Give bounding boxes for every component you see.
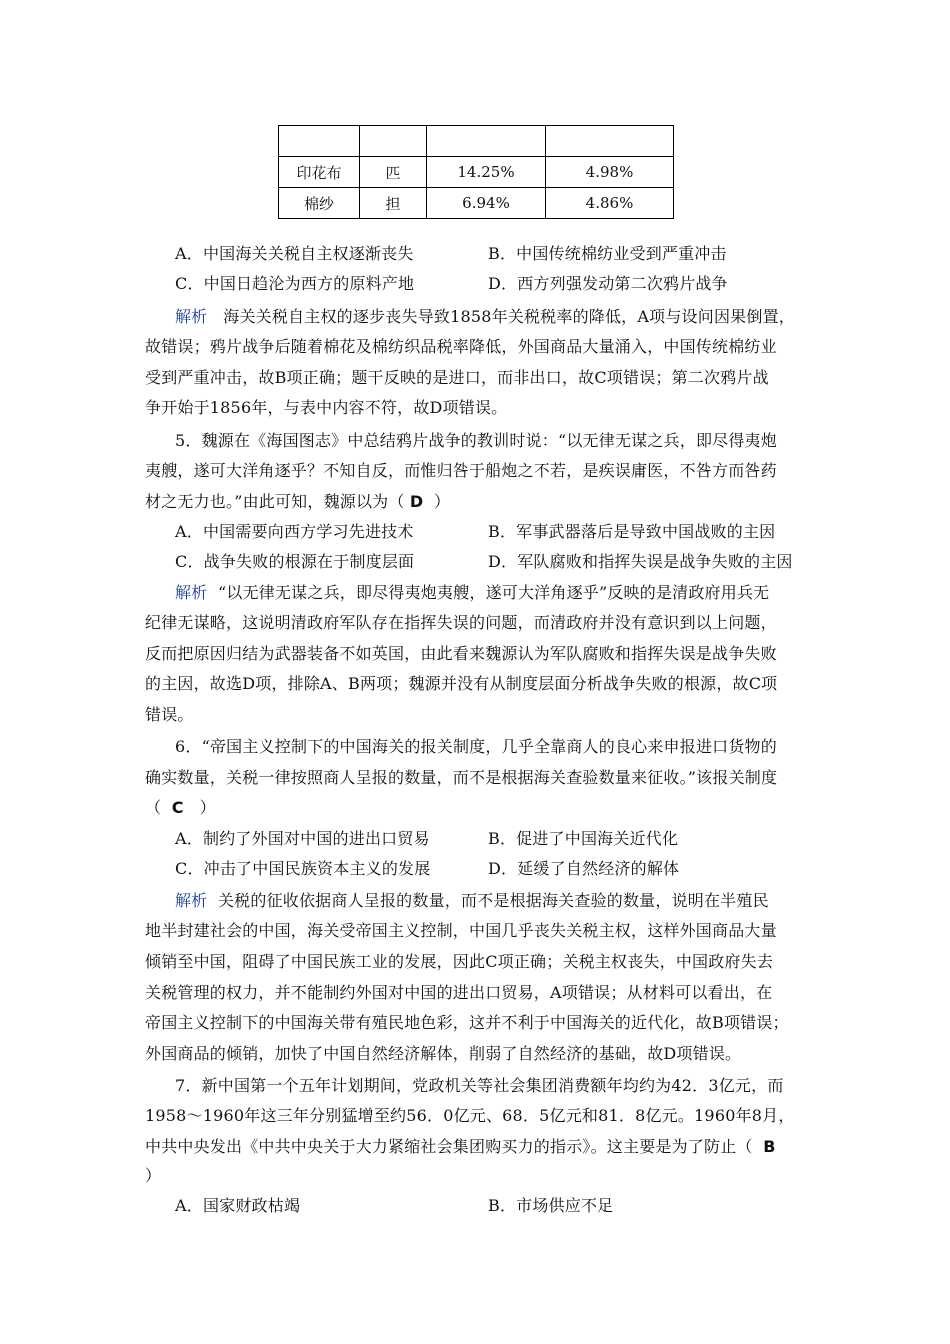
q7-stem-line: 7．新中国第一个五年计划期间，党政机关等社会集团消费额年均约为42．3亿元，而 — [175, 1076, 784, 1095]
q7-answer: B — [763, 1137, 776, 1156]
q4-analysis-line: 争开始于1856年，与表中内容不符，故D项错误。 — [145, 398, 508, 417]
q5-analysis-line: 错误。 — [145, 705, 194, 724]
q5-option-d: D．军队腐败和指挥失误是战争失败的主因 — [488, 552, 793, 571]
table-cell: 印花布 — [279, 157, 360, 188]
q4-analysis-line: 解析 海关关税自主权的逐步丧失导致1858年关税税率的降低，A项与设问因果倒置， — [175, 307, 795, 326]
table-row — [279, 126, 674, 157]
q4-option-a: A．中国海关关税自主权逐渐丧失 — [175, 244, 414, 263]
q6-analysis-line: 解析 关税的征收依据商人呈报的数量，而不是根据海关查验的数量，说明在半殖民 — [175, 891, 769, 910]
q5-analysis-line: 纪律无谋略，这说明清政府军队存在指挥失误的问题，而清政府并没有意识到以上问题， — [145, 613, 777, 632]
table-cell — [360, 126, 427, 157]
q5-analysis-line: 反而把原因归结为武器装备不如英国，由此看来魏源认为军队腐败和指挥失误是战争失败 — [145, 644, 777, 663]
tariff-table — [278, 125, 674, 219]
q7-option-b: B．市场供应不足 — [488, 1196, 614, 1215]
q5-option-b: B．军事武器落后是导致中国战败的主因 — [488, 522, 776, 541]
q6-analysis-line: 倾销至中国，阻碍了中国民族工业的发展，因此C项正确；关税主权丧失，中国政府失去 — [145, 952, 774, 971]
q4-option-b: B．中国传统棉纺业受到严重冲击 — [488, 244, 727, 263]
q5-analysis-line: 解析 “以无律无谋之兵，即尽得夷炮夷艘，遂可大洋角逐乎”反映的是清政府用兵无 — [175, 583, 770, 602]
q6-analysis-line: 外国商品的倾销，加快了中国自然经济解体，削弱了自然经济的基础，故D项错误。 — [145, 1044, 742, 1063]
q6-answer: C — [171, 798, 184, 817]
table-cell — [546, 126, 674, 157]
q6-stem-line: 6．“帝国主义控制下的中国海关的报关制度，几乎全靠商人的良心来申报进口货物的 — [175, 737, 777, 756]
table-cell: 匹 — [360, 157, 427, 188]
table-cell: 4.86% — [546, 188, 674, 219]
table-cell: 4.98% — [546, 157, 674, 188]
table-row — [279, 157, 674, 188]
q4-analysis-line: 故错误；鸦片战争后随着棉花及棉纺织品税率降低，外国商品大量涌入，中国传统棉纺业 — [145, 337, 777, 356]
q7-stem-line: 中共中央发出《中共中央关于大力紧缩社会集团购买力的指示》。这主要是为了防止（ B — [145, 1137, 776, 1156]
table-cell — [427, 126, 546, 157]
q4-option-d: D．西方列强发动第二次鸦片战争 — [488, 274, 728, 293]
table-row — [279, 188, 674, 219]
q5-stem-line: 材之无力也。”由此可知，魏源以为（ D ） — [145, 492, 451, 511]
q6-option-c: C．冲击了中国民族资本主义的发展 — [175, 859, 431, 878]
q5-answer: D — [409, 492, 424, 511]
table-cell: 6.94% — [427, 188, 546, 219]
q5-option-a: A．中国需要向西方学习先进技术 — [175, 522, 414, 541]
q4-option-c: C．中国日趋沦为西方的原料产地 — [175, 274, 415, 293]
q7-stem-line: ） — [145, 1166, 162, 1185]
q5-stem-line: 夷艘，遂可大洋角逐乎？不知自反，而惟归咎于船炮之不若，是疾误庸医，不咎方而咎药 — [145, 461, 777, 480]
q6-option-b: B．促进了中国海关近代化 — [488, 829, 679, 848]
q7-option-a: A．国家财政枯竭 — [175, 1196, 301, 1215]
analysis-label: 解析 — [175, 307, 208, 326]
q5-stem-line: 5．魏源在《海国图志》中总结鸦片战争的教训时说：“以无律无谋之兵，即尽得夷炮 — [175, 431, 777, 450]
q5-option-c: C．战争失败的根源在于制度层面 — [175, 552, 415, 571]
q6-option-d: D．延缓了自然经济的解体 — [488, 859, 680, 878]
table-cell — [279, 126, 360, 157]
q6-option-a: A．制约了外国对中国的进出口贸易 — [175, 829, 430, 848]
table-cell: 担 — [360, 188, 427, 219]
table-cell: 棉纱 — [279, 188, 360, 219]
q6-analysis-line: 帝国主义控制下的中国海关带有殖民地色彩，这并不利于中国海关的近代化，故B项错误； — [145, 1013, 789, 1032]
analysis-label: 解析 — [175, 891, 208, 910]
q6-analysis-line: 关税管理的权力，并不能制约外国对中国的进出口贸易，A项错误；从材料可以看出，在 — [145, 983, 773, 1002]
analysis-label: 解析 — [175, 583, 208, 602]
q4-analysis-line: 受到严重冲击，故B项正确；题干反映的是进口，而非出口，故C项错误；第二次鸦片战 — [145, 368, 769, 387]
q6-stem-line: （ C ） — [145, 798, 216, 817]
table-cell: 14.25% — [427, 157, 546, 188]
q6-analysis-line: 地半封建社会的中国，海关受帝国主义控制，中国几乎丧失关税主权，这样外国商品大量 — [145, 921, 777, 940]
q7-stem-line: 1958～1960年这三年分别猛增至约56．0亿元、68．5亿元和81．8亿元。1960年8月， — [145, 1106, 795, 1125]
q6-stem-line: 确实数量，关税一律按照商人呈报的数量，而不是根据海关查验数量来征收。”该报关制度 — [145, 768, 778, 787]
q5-analysis-line: 的主因，故选D项，排除A、B两项；魏源并没有从制度层面分析战争失败的根源，故C项 — [145, 674, 778, 693]
